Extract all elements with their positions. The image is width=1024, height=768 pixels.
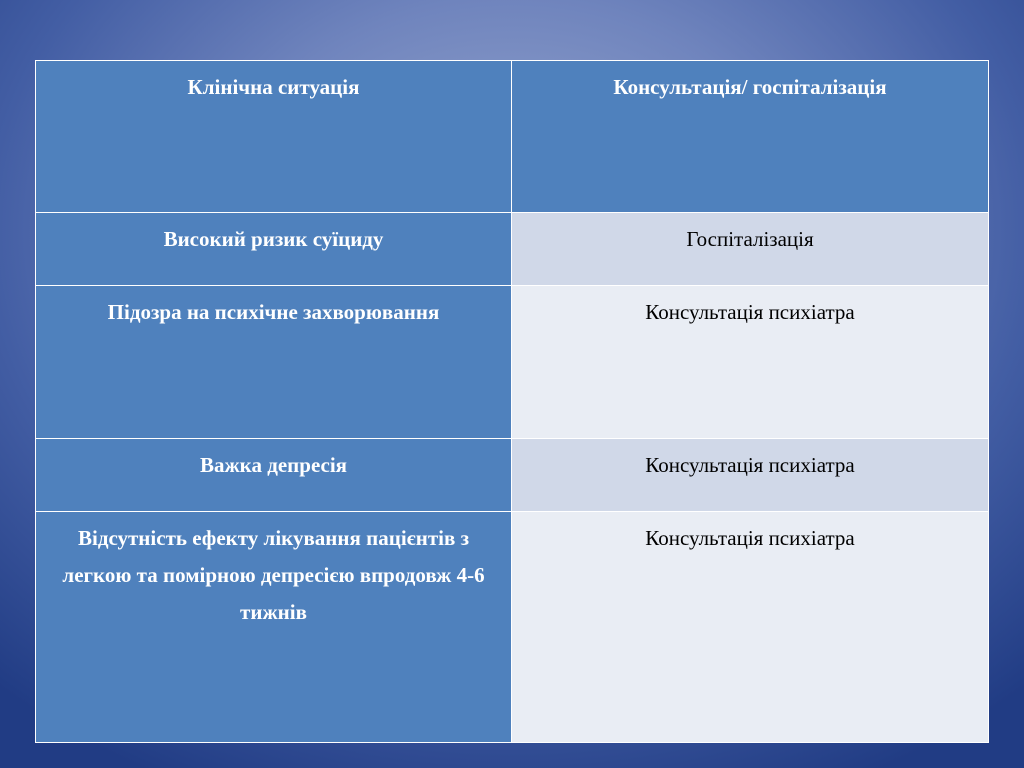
situation-cell: Високий ризик суїциду <box>36 213 512 286</box>
situation-cell: Відсутність ефекту лікування пацієнтів з легкою та помірною депресією впродовж 4-6 тижнів <box>36 512 512 743</box>
table-row <box>36 439 989 512</box>
table-header-row <box>36 61 989 213</box>
header-situation: Клінічна ситуація <box>36 61 512 213</box>
action-cell: Консультація психіатра <box>512 512 989 743</box>
header-action: Консультація/ госпіталізація <box>512 61 989 213</box>
action-cell: Консультація психіатра <box>512 286 989 439</box>
table-row <box>36 213 989 286</box>
clinical-decision-table <box>35 60 989 743</box>
table-row <box>36 286 989 439</box>
table-row <box>36 512 989 743</box>
action-cell: Госпіталізація <box>512 213 989 286</box>
action-cell: Консультація психіатра <box>512 439 989 512</box>
situation-cell: Підозра на психічне захворювання <box>36 286 512 439</box>
situation-cell: Важка депресія <box>36 439 512 512</box>
